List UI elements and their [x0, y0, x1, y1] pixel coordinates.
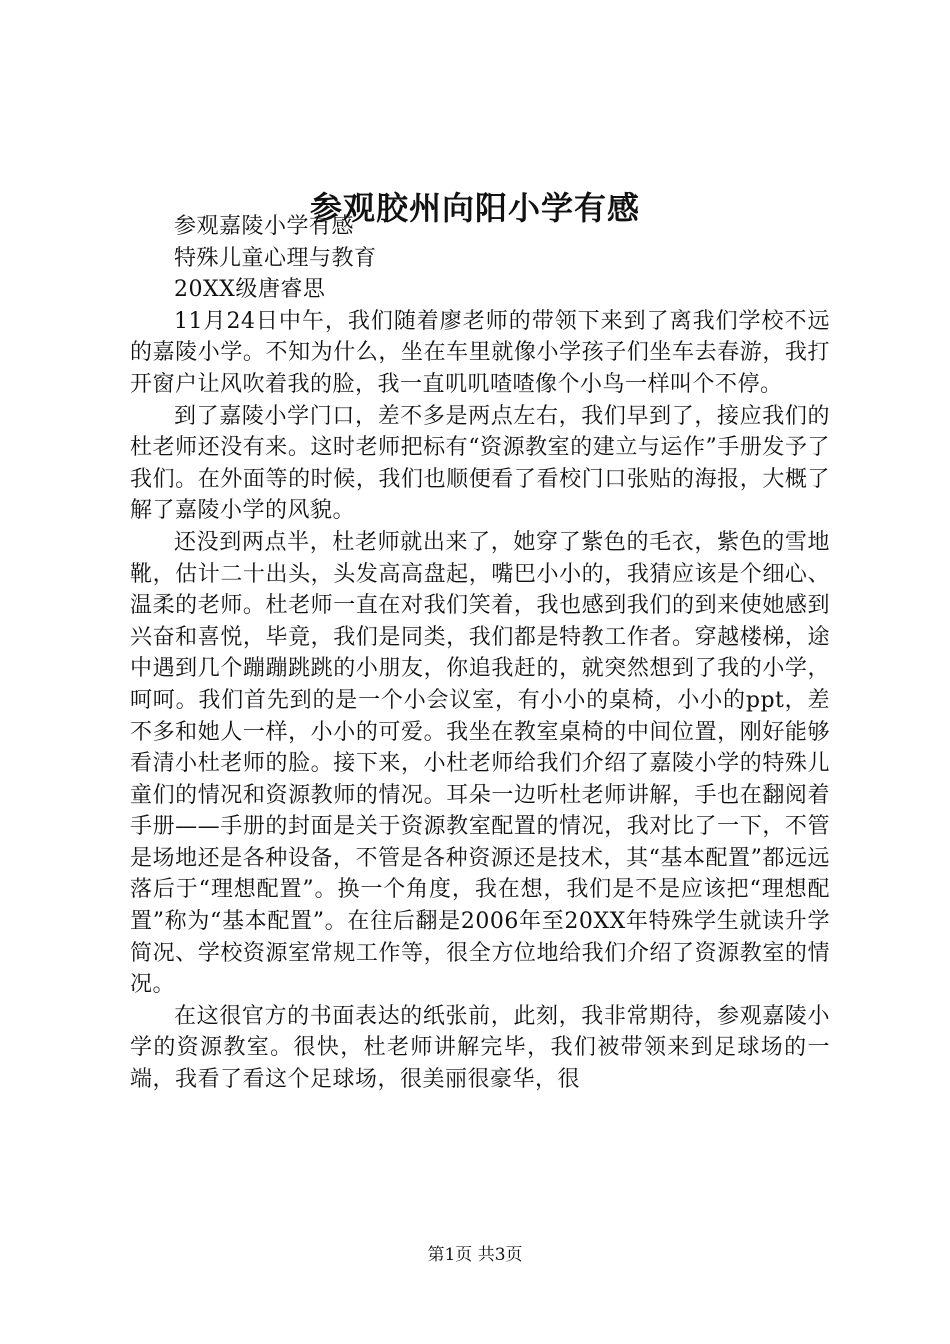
paragraph: 11月24日中午，我们随着廖老师的带领下来到了离我们学校不远的嘉陵小学。不知为什么，坐在车里就像小学孩子们坐车去春游，我打开窗户让风吹着我的脸，我一直叽叽喳喳像个小鸟一样叫个不停。 [130, 308, 830, 397]
paragraph: 在这很官方的书面表达的纸张前，此刻，我非常期待，参观嘉陵小学的资源教室。很快，杜老师讲解完毕，我们被带领来到足球场的一端，我看了看这个足球场，很美丽很豪华，很 [130, 1003, 830, 1093]
document-course: 特殊儿童心理与教育 [174, 245, 377, 271]
document-author: 20XX级唐睿思 [174, 277, 326, 303]
page-footer: 第1页 共3页 [427, 1245, 523, 1265]
document-subtitle: 参观嘉陵小学有感 [174, 214, 355, 239]
document-body [130, 211, 830, 1096]
paragraph: 到了嘉陵小学门口，差不多是两点左右，我们早到了，接应我们的杜老师还没有来。这时老师把标有“资源教室的建立与运作”手册发予了我们。在外面等的时候，我们也顺便看了看校门口张贴的海报，大概了解了嘉陵小学的风貌。 [130, 403, 830, 524]
document-title: 参观胶州向阳小学有感 [309, 189, 640, 227]
paragraph: 还没到两点半，杜老师就出来了，她穿了紫色的毛衣，紫色的雪地靴，估计二十出头，头发高高盘起，嘴巴小小的，我猜应该是个细心、温柔的老师。杜老师一直在对我们笑着，我也感到我们的到来使她感到兴奋和喜悦，毕竟，我们是同类，我们都是特教工作者。穿越楼梯，途中遇到几个蹦蹦跳跳的小朋友，你追我赶的，就突然想到了我的小学，呵呵。我们首先到的是一个小会议室，有小小的桌椅，小小的ppt，差不多和她人一样，小小的可爱。我坐在教室桌椅的中间位置，刚好能够看清小杜老师的脸。接下来，小杜老师给我们介绍了嘉陵小学的特殊儿童们的情况和资源教师的情况。耳朵一边听杜老师讲解，手也在翻阅着手册——手册的封面是关于资源教室配置的情况，我对比了一下，不管是场地还是各种设备，不管是各种资源还是技术，其“基本配置”都远远落后于“理想配置”。换一个角度，我在想，我们是不是应该把“理想配置”称为“基本配置”。在往后翻是2006年至20XX年特殊学生就读升学简况、学校资源室常规工作等，很全方位地给我们介绍了资源教室的情况。 [130, 529, 830, 998]
